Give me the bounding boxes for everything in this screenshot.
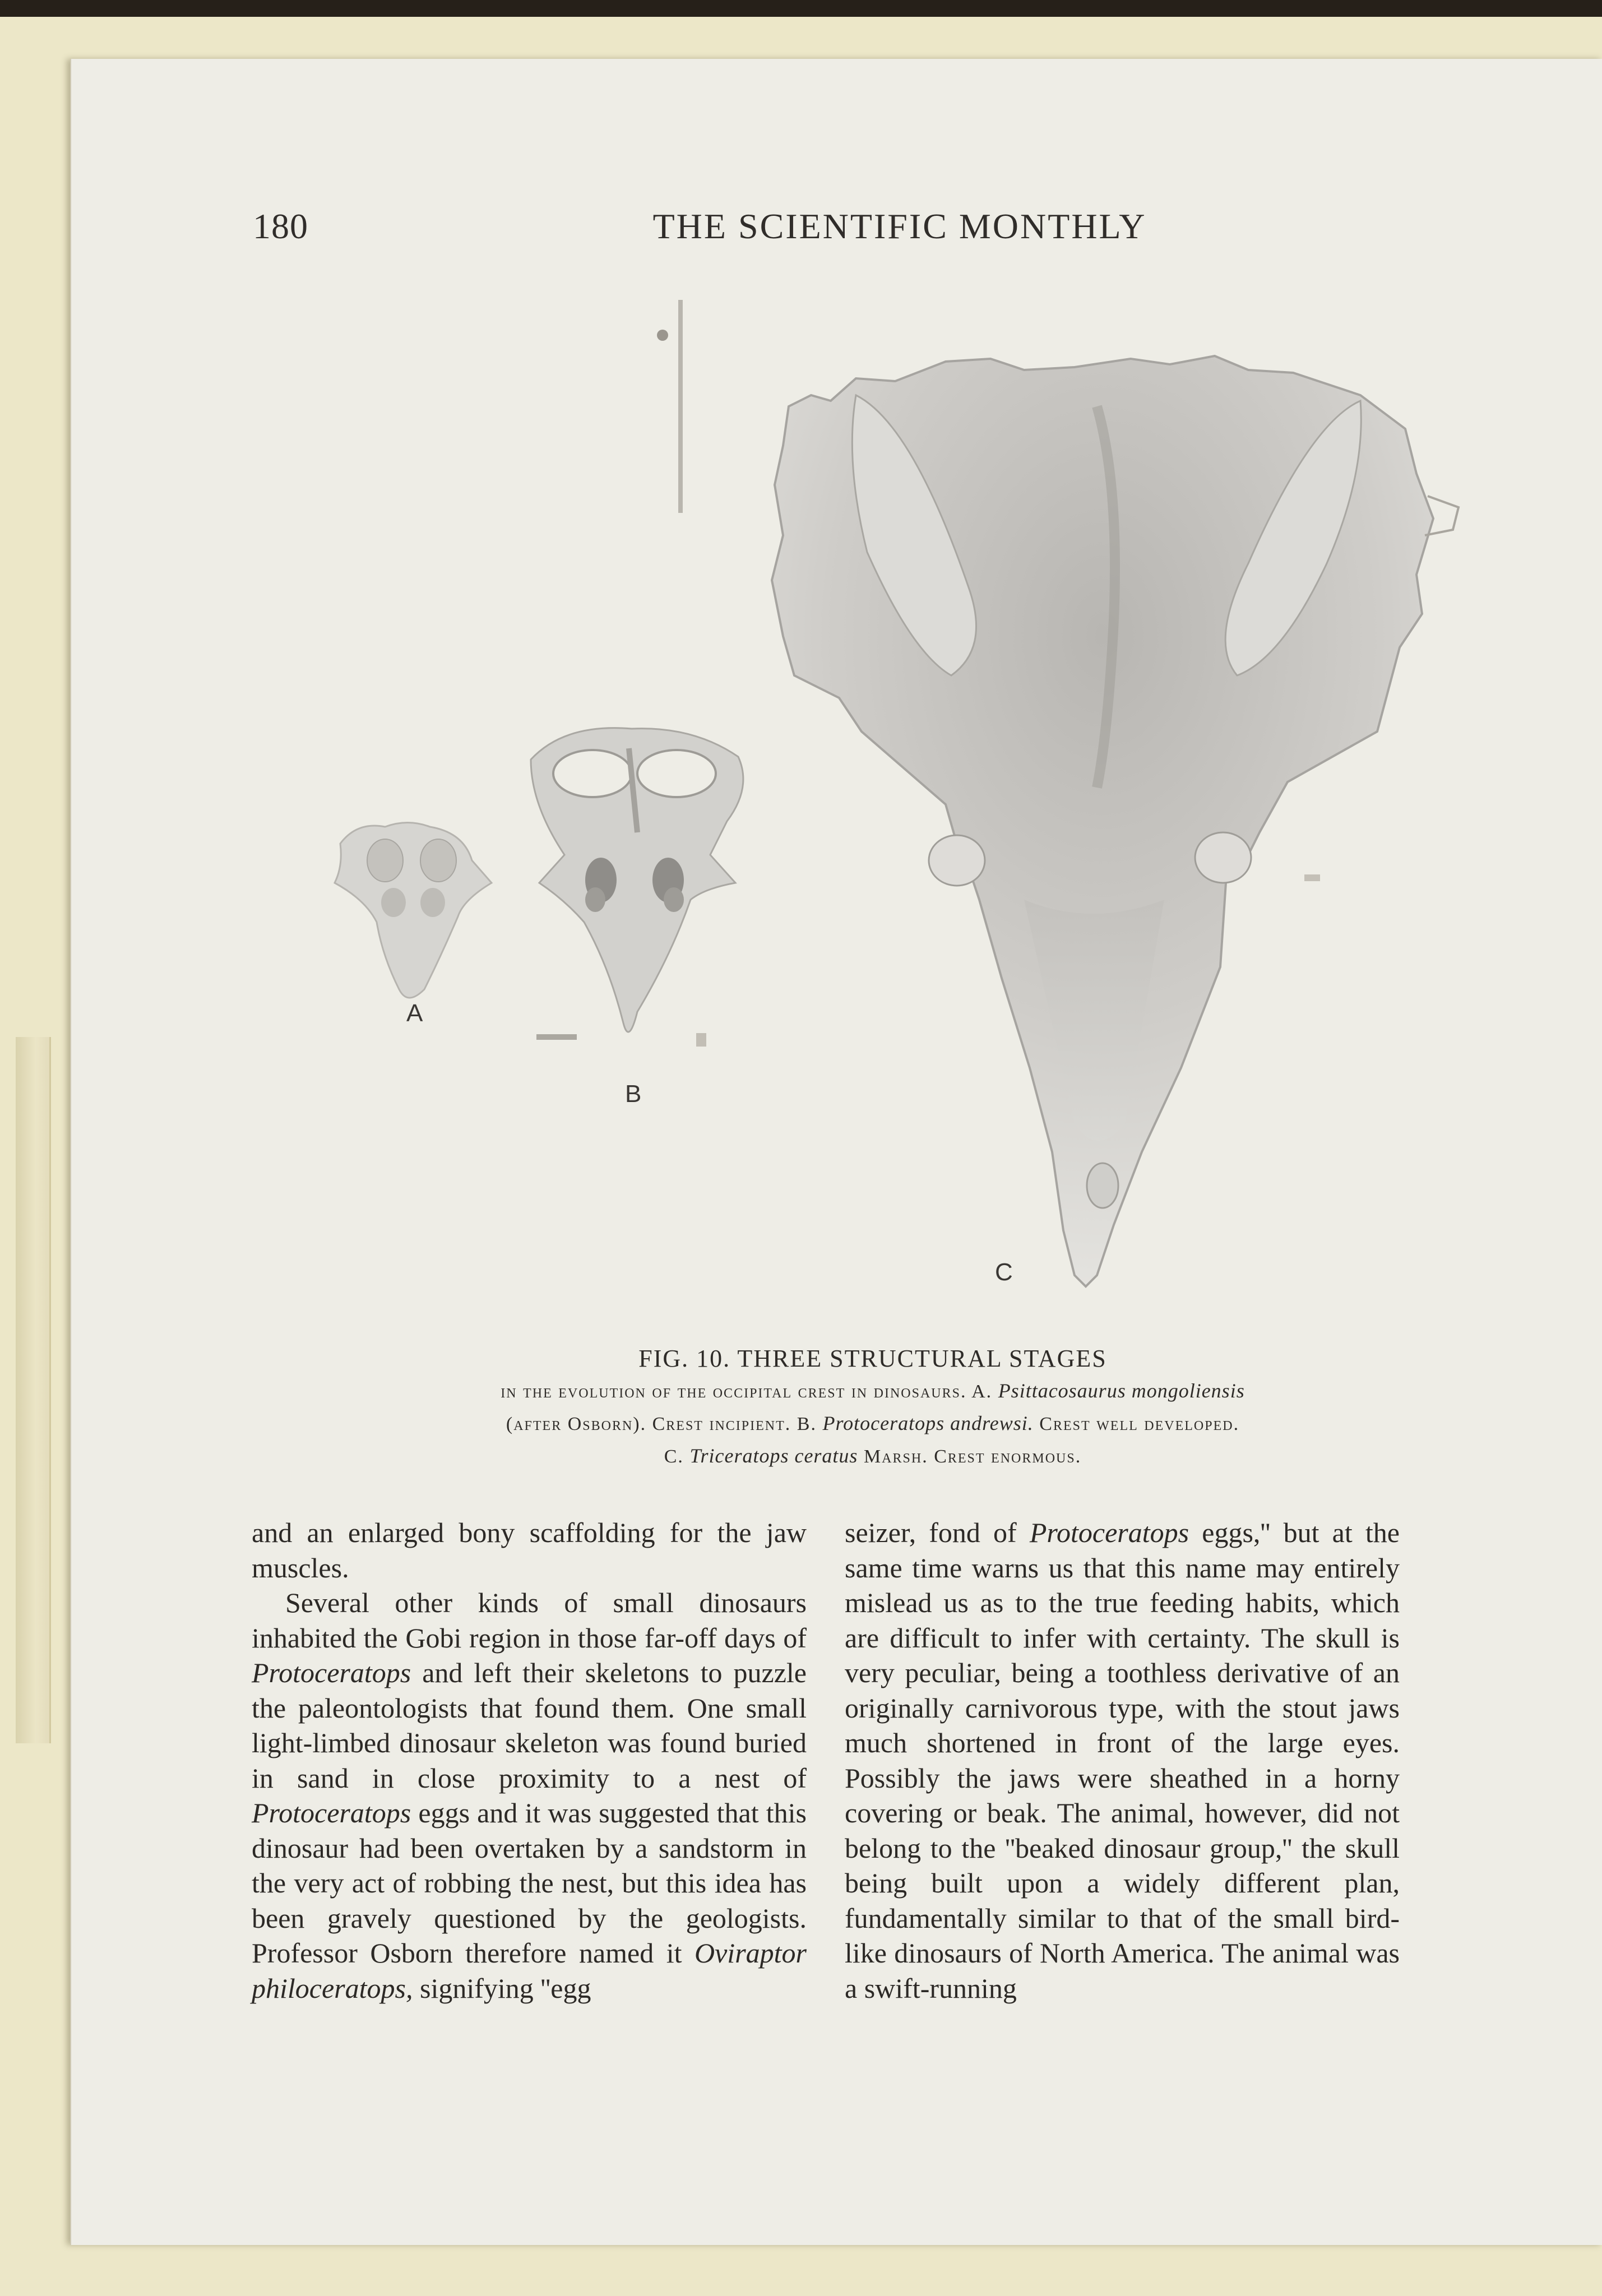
caption-species: Triceratops ceratus: [689, 1445, 858, 1467]
label-a: A: [406, 999, 423, 1027]
caption-text: Crest well developed.: [1033, 1414, 1240, 1434]
caption-species: Protoceratops andrewsi.: [822, 1412, 1034, 1434]
skull-illustrations: [71, 59, 1602, 1348]
italic-run: Protoceratops: [252, 1797, 411, 1829]
italic-run: Oviraptor philoceratops,: [252, 1937, 807, 2004]
caption-text: in the evolution of the occipital crest in dinosaurs. A.: [501, 1381, 998, 1402]
text-run: eggs,'' but at the same time warns us that this name may entirely mislead us as to the true feeding habits, which are difficult to infer with certainty. The skull is very peculiar, being a toothless derivative of an originally carnivorous type, with the stout jaws much shortened in front of the large eyes. Possibly the jaws were sheathed in a horny covering or beak. The animal, however, did not belong to the ''beaked dinosaur group,'' the skull being built upon a widely different plan, fundamentally similar to that of the small bird-like dinosaurs of North America. The animal was a swift-running: [845, 1517, 1400, 2004]
caption-title: FIG. 10. THREE STRUCTURAL STAGES: [638, 1345, 1107, 1372]
text-run: and left their skeletons to puzzle the paleontologists that found them. One small light-limbed dinosaur skeleton was found buried in sand in close proximity to a nest of: [252, 1657, 807, 1794]
text-run: Several other kinds of small dinosaurs inhabited the Gobi region in those far-off days of: [252, 1587, 807, 1654]
label-b: B: [625, 1080, 642, 1108]
label-c: C: [995, 1258, 1013, 1286]
skull-b: [531, 728, 743, 1047]
caption-text: C.: [664, 1446, 690, 1467]
page-fold: [16, 1037, 51, 1743]
figure-caption: [239, 1343, 1506, 1473]
text-column-right: [845, 1515, 1400, 2006]
italic-run: Protoceratops: [252, 1657, 411, 1688]
text-run: signifying ''egg: [413, 1972, 591, 2004]
scale-bar-c: [657, 300, 683, 513]
text-run: seizer, fond of: [845, 1517, 1030, 1548]
italic-run: Protoceratops: [1029, 1517, 1189, 1548]
caption-line-3: [239, 1408, 1506, 1440]
text-run: eggs and it was suggested that this dinosaur had been overtaken by a sandstorm in the very act of robbing the nest, but this idea has been gravely questioned by the geologists. Professor Osborn therefore named it: [252, 1797, 807, 1969]
paragraph: and an enlarged bony scaffolding for the jaw muscles.: [252, 1517, 807, 1584]
skull-a: [335, 823, 492, 998]
running-head: THE SCIENTIFIC MONTHLY: [652, 206, 1147, 246]
skull-c: [772, 356, 1459, 1286]
journal-page: [70, 59, 1602, 2245]
page-number: 180: [253, 206, 308, 246]
caption-line-4: [239, 1440, 1506, 1473]
paragraph: [252, 1585, 807, 2006]
caption-line-2: [239, 1375, 1506, 1408]
text-column-left: [252, 1515, 807, 2006]
figure-skulls: [71, 59, 1602, 1467]
paragraph: [845, 1515, 1400, 2006]
caption-text: Marsh. Crest enormous.: [858, 1446, 1082, 1467]
caption-text: (after Osborn). Crest incipient. B.: [506, 1414, 823, 1434]
caption-species: Psittacosaurus mongoliensis: [998, 1380, 1245, 1402]
